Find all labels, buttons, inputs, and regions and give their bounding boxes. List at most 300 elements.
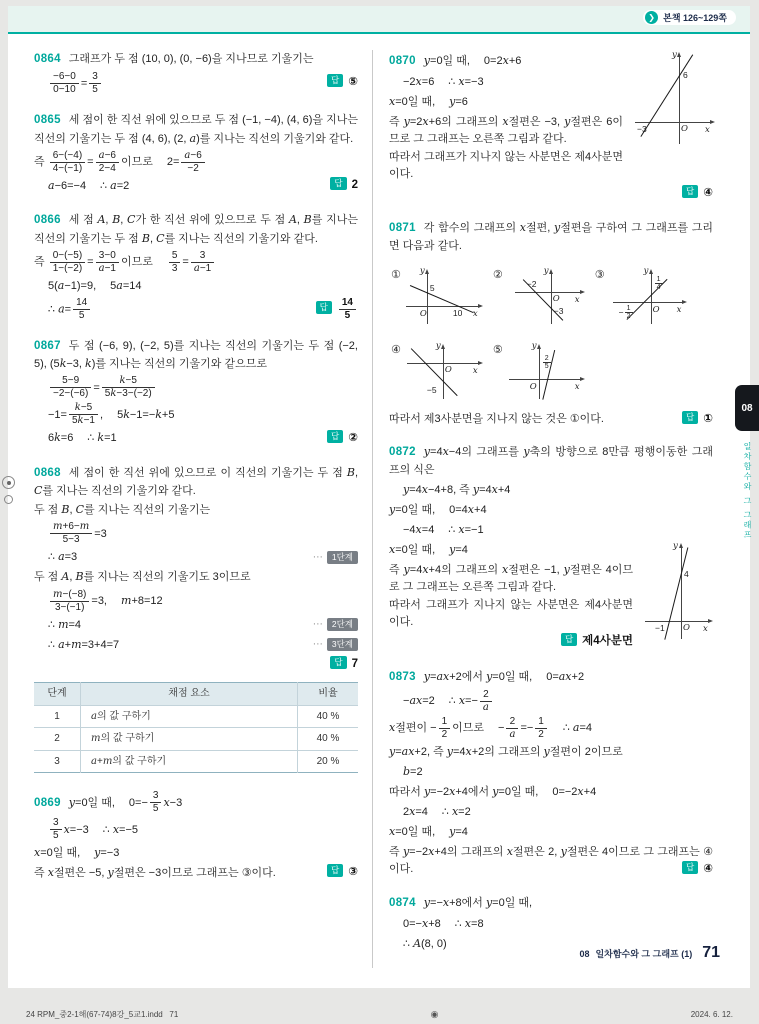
math-var: k <box>85 357 92 371</box>
math-var: O <box>529 381 537 392</box>
math-var: a <box>58 550 65 564</box>
graph-axis <box>551 273 552 324</box>
fraction <box>535 716 547 741</box>
math-line <box>389 93 623 111</box>
math-line <box>389 783 713 801</box>
math-run: 0870 y=0일 때, 0=2x+6 <box>389 54 522 67</box>
answer-badge: 답 <box>316 301 332 314</box>
solution-text <box>34 211 358 248</box>
math-var: y <box>449 542 456 556</box>
fraction-denominator: 5k−1 <box>71 415 95 427</box>
table-header: 단계 <box>47 688 67 700</box>
math-line <box>389 668 713 687</box>
answer-value <box>337 296 358 321</box>
math-line <box>34 402 358 427</box>
graph-item <box>595 265 687 330</box>
math-var: y <box>403 114 410 128</box>
fraction <box>50 250 85 275</box>
math-var: ax <box>558 669 572 683</box>
graph-label <box>473 309 478 319</box>
math-var: y <box>68 795 76 809</box>
answer-value: ④ <box>703 187 713 200</box>
fraction <box>191 250 214 275</box>
solution-text <box>34 464 358 501</box>
fraction-denominator: 5 <box>92 83 98 95</box>
text-run: 따라서 그래프가 지나지 않는 사분면은 제4사분면이다. <box>389 151 623 181</box>
math-var: C <box>34 484 43 498</box>
math-var: O <box>552 293 560 304</box>
math-run: 6k=6 ∴ k=1 <box>48 431 117 445</box>
math-run: 5(a−1)=9, 5a=14 <box>48 278 142 292</box>
table-cell: m의 값 구하기 <box>81 728 298 751</box>
math-run: −2x=6 ∴ x=−3 <box>403 74 484 88</box>
fraction-denominator <box>506 729 518 741</box>
math-var: C <box>156 231 165 245</box>
fraction <box>50 71 79 96</box>
fraction-denominator: 5k−3−(−2) <box>104 388 152 400</box>
graph-label: −2 <box>526 278 537 289</box>
math-var: y <box>403 482 410 496</box>
math-var: x <box>415 522 422 536</box>
answer-badge: 답 <box>682 185 698 198</box>
graph-axis <box>427 273 428 324</box>
page-number: 71 <box>702 944 720 961</box>
page-header <box>8 6 750 34</box>
graph-label <box>420 309 427 319</box>
math-var: x <box>506 844 513 858</box>
fraction-numerator: 1 <box>626 304 631 312</box>
math-line <box>34 790 358 815</box>
graph-item <box>391 340 483 405</box>
math-var: k <box>123 407 130 421</box>
math-line <box>389 541 633 559</box>
graph-axis-arrow <box>549 269 553 274</box>
fraction-numerator: 6−(−4) <box>50 150 85 163</box>
fraction-denominator: 4−(−1) <box>52 162 83 174</box>
math-var: y <box>389 502 396 516</box>
math-var: x <box>451 804 459 818</box>
grading-table <box>34 682 358 773</box>
graph-label: − $\frac{1}{2}$ <box>618 304 631 321</box>
math-var: k <box>97 431 105 445</box>
answer <box>682 411 713 429</box>
fraction-numerator: 3 <box>89 71 101 84</box>
solution-text <box>389 219 713 255</box>
math-var: b <box>403 764 411 778</box>
math-var: x <box>422 114 429 128</box>
graph-axis <box>509 379 581 380</box>
answer-badge: 답 <box>327 864 343 877</box>
table-cell: 40 % <box>298 705 359 728</box>
problem-number: 0864 <box>34 53 61 65</box>
graph-figure <box>633 52 713 152</box>
math-line <box>34 636 358 654</box>
answer-badge: 답 <box>330 177 346 190</box>
fraction <box>506 716 518 741</box>
math-line <box>34 844 358 862</box>
graph-figure <box>403 340 483 405</box>
step-badge: 3단계 <box>327 638 358 651</box>
math-var: x <box>415 74 422 88</box>
graph-axis <box>613 302 683 303</box>
graph-figure <box>505 340 585 405</box>
math-line <box>34 616 358 634</box>
print-date: 2024. 6. 12. <box>690 1010 733 1019</box>
graph-figure <box>505 265 585 330</box>
solution-text <box>34 864 358 882</box>
fraction-numerator: 3 <box>150 790 162 803</box>
fraction-denominator: 0−10 <box>53 83 76 95</box>
math-var: O <box>419 308 427 319</box>
math-run: 0=−x+8 ∴ x=8 <box>403 916 484 930</box>
graph-axis-arrow <box>679 543 683 548</box>
math-var: y <box>531 340 537 351</box>
math-var: y <box>435 340 441 351</box>
fraction-numerator: 5 <box>169 250 181 263</box>
problem-number: 0866 <box>34 213 61 226</box>
print-file-info: 24 RPM_중2-1해(67-74)8강_5교1.indd 71 <box>26 1010 179 1019</box>
math-line <box>389 763 713 781</box>
graph-label <box>673 541 678 551</box>
fraction <box>96 150 119 175</box>
table-header-row <box>34 683 358 706</box>
text-run: 세 점이 한 직선 위에 있으므로 이 직선의 기울기는 두 점 B, C를 지나는 직선의 기울기와 같다. <box>34 465 358 498</box>
graph-label <box>575 382 580 392</box>
table-cell: 20 % <box>298 750 359 773</box>
math-var: y <box>107 866 114 880</box>
answer-line <box>34 656 358 674</box>
math-var: O <box>683 622 690 633</box>
math-run: $\frac{3}{5}$ x=−3 ∴ x=−5 <box>48 824 138 836</box>
problem-number: 0871 <box>389 221 416 234</box>
graph-label: −3 <box>553 305 564 316</box>
answer <box>327 74 358 92</box>
graph-axis <box>679 56 680 144</box>
math-var: x <box>163 795 170 809</box>
fraction-denominator: 1−(−2) <box>52 262 83 274</box>
solution-text <box>389 843 713 878</box>
graph-item <box>493 340 585 405</box>
answer-value: 2 <box>351 178 358 191</box>
graph-axis-arrow <box>478 304 483 308</box>
math-var: B <box>141 231 150 245</box>
math-run: $\frac{m+6-m}{5-3}$ =3 <box>48 528 107 540</box>
math-line <box>389 73 623 91</box>
step-indicator <box>313 617 358 633</box>
math-line <box>389 915 713 933</box>
math-var: y <box>389 744 396 758</box>
answer-badge: 답 <box>327 74 343 87</box>
math-var: x <box>458 522 465 536</box>
math-var: y <box>543 744 550 758</box>
graph-axis <box>406 306 479 307</box>
graph-label: 6 <box>683 70 688 80</box>
math-var: x <box>389 824 396 838</box>
math-var: y <box>523 444 530 458</box>
problem-0867 <box>34 337 358 450</box>
left-column <box>34 50 372 968</box>
content-columns <box>8 34 753 968</box>
math-line <box>34 375 358 400</box>
graph-float <box>643 540 713 647</box>
math-run: −1= $\frac{k-5}{5k-1}$ , 5k−1=−k+5 <box>48 402 175 427</box>
fraction <box>625 305 633 321</box>
math-var: k <box>54 431 61 445</box>
problem-0873 <box>389 666 713 879</box>
math-var: y <box>643 265 649 276</box>
step-indicator <box>313 637 358 653</box>
table-cell: 3 <box>54 755 60 767</box>
graph-label <box>644 266 649 276</box>
graph-axis-arrow <box>580 377 585 381</box>
graph-label <box>530 382 537 392</box>
fraction-numerator: 2 <box>480 689 492 702</box>
answer-value: 7 <box>351 657 358 670</box>
fraction-denominator: −2−(−6) <box>53 388 89 400</box>
graph-item <box>391 265 483 330</box>
math-var: m <box>58 617 69 631</box>
math-var: C <box>127 212 136 226</box>
graph-row <box>389 340 713 405</box>
fraction <box>69 402 98 427</box>
math-run: 0873 y=ax+2에서 y=0일 때, 0=ax+2 <box>389 669 585 683</box>
math-var: k <box>155 407 162 421</box>
graph-axis-arrow <box>441 344 445 349</box>
answer-value: ① <box>703 412 713 425</box>
math-line <box>34 297 358 322</box>
solution-text <box>389 443 713 479</box>
graph-figure <box>403 265 483 330</box>
problem-0870 <box>389 50 713 205</box>
math-var: x <box>676 304 682 315</box>
table-cell: 2 <box>54 733 60 745</box>
fraction-numerator: k−5 <box>69 402 98 415</box>
math-run: x=0일 때, y=4 <box>389 542 468 556</box>
fraction <box>50 521 92 546</box>
math-var: y <box>543 265 549 276</box>
answer-badge: 답 <box>682 411 698 424</box>
chapter-number: 08 <box>579 949 590 959</box>
math-run: $\frac{5-9}{-2-(-6)}$ = $\frac{k-5}{5k-3-(-2)}$ <box>48 382 157 394</box>
math-run: x=0일 때, y=6 <box>389 94 468 108</box>
math-var: x <box>467 502 475 516</box>
math-var: x <box>491 482 498 496</box>
graph-label <box>473 366 478 376</box>
math-var: y <box>446 744 453 758</box>
chapter-title: 일차함수와 그 그래프 (1) <box>595 949 693 959</box>
answer <box>316 297 358 322</box>
math-var: x <box>458 694 466 708</box>
fraction <box>480 689 492 714</box>
math-var: ax <box>436 669 450 683</box>
math-var: B <box>346 465 355 479</box>
ellipsis: ⋯ <box>312 618 323 630</box>
graph-axis-arrow <box>478 361 483 365</box>
fraction-numerator: 2 <box>506 716 518 729</box>
text-run: 따라서 제3사분면을 지나지 않는 것은 ①이다. <box>389 412 604 425</box>
math-run: x절편이 − $\frac{1}{2}$ 이므로 − $\frac{2}{a}$ =− $\frac{1}{2}$ ∴ a=4 <box>389 715 593 740</box>
problem-0869 <box>34 788 358 883</box>
math-var: y <box>423 54 431 67</box>
math-line <box>389 521 713 539</box>
math-var: x <box>421 482 428 496</box>
fraction <box>339 297 356 322</box>
math-var: a <box>58 302 65 316</box>
fraction-denominator: 3−(−1) <box>54 601 85 613</box>
chapter-side-label: 일차함수와 그 그래프 <box>743 442 752 541</box>
math-var: x <box>464 916 472 930</box>
registration-mark <box>2 476 15 489</box>
graph-axis <box>635 122 711 123</box>
graph-figure <box>607 265 687 330</box>
problem-0871 <box>389 218 713 429</box>
math-line <box>34 71 358 96</box>
text-run: 즉 y=4x+4의 그래프의 x절편은 −1, y절편은 4이므로 그 그래프는 오른쪽 그림과 같다. <box>389 562 633 593</box>
answer-value: ④ <box>703 862 713 875</box>
math-var: y <box>553 220 561 234</box>
math-run: x=0일 때, y=−3 <box>34 846 120 860</box>
math-var: x <box>389 721 396 735</box>
text-run: 각 함수의 그래프의 x절편, y절편을 구하여 그 그래프를 그리면 다음과 같다. <box>389 220 713 252</box>
graph-figure <box>643 540 713 647</box>
fraction <box>73 297 90 322</box>
math-var: a <box>509 728 516 740</box>
graph-label <box>445 365 452 375</box>
problem-number: 0874 <box>389 897 416 909</box>
answer <box>561 635 633 647</box>
text-run: 그래프가 두 점 (10, 0), (0, −6)을 지나므로 기울기는 <box>68 53 314 65</box>
math-var: m <box>53 521 63 533</box>
text-run: 두 점 (−6, 9), (−2, 5)를 지나는 직선의 기울기는 두 점 (−2, 5), (5k−3, k)를 지나는 직선의 기울기와 같으므로 <box>34 339 358 371</box>
math-var: m <box>91 733 101 745</box>
fraction-numerator: m−(−8) <box>50 589 89 602</box>
answer <box>327 430 358 448</box>
text-run: y=4x−4의 그래프를 y축의 방향으로 8만큼 평행이동한 그래프의 식은 <box>389 444 713 476</box>
fraction-denominator: 4 <box>656 284 661 292</box>
table-row <box>34 705 358 728</box>
graph-label <box>672 50 677 60</box>
math-var: m <box>79 521 90 533</box>
fraction <box>50 375 91 400</box>
fraction-numerator: 3−0 <box>96 250 119 263</box>
fraction-denominator: 5 <box>78 309 85 321</box>
math-var: y <box>423 784 431 798</box>
fraction <box>50 150 85 175</box>
fraction <box>102 375 155 400</box>
fraction-numerator: −6−0 <box>50 71 79 84</box>
fraction-denominator: 2 <box>441 728 448 740</box>
problem-0866 <box>34 210 358 324</box>
graph-item <box>493 265 585 330</box>
table-header: 채점 요소 <box>81 683 298 706</box>
math-line <box>34 250 358 275</box>
fraction-denominator: 3 <box>171 262 178 274</box>
math-var: x <box>34 846 41 860</box>
math-var: A <box>413 936 422 950</box>
math-line <box>34 817 358 842</box>
text-run: 즉 y=−2x+4의 그래프의 x절편은 2, y절편은 4이므로 그 그래프는 ④이다. <box>389 844 713 875</box>
math-line <box>34 589 358 614</box>
math-var: y <box>472 482 480 496</box>
math-var: x <box>577 784 584 798</box>
math-var: O <box>681 124 688 134</box>
graph-label: 4 <box>684 568 689 579</box>
math-var: m <box>102 755 113 767</box>
graph-label <box>436 341 441 351</box>
text-run: 두 점 A, B를 지나는 직선의 기울기도 3이므로 <box>34 570 251 584</box>
answer <box>682 187 713 199</box>
answer-badge: 답 <box>682 861 698 874</box>
problem-0872 <box>389 442 713 653</box>
fraction-denominator: 5 <box>344 309 351 321</box>
graph-label <box>532 341 537 351</box>
fraction-numerator: 1 <box>656 275 661 283</box>
fraction <box>50 817 62 842</box>
problem-number: 0870 <box>389 55 416 67</box>
graph-axis-arrow <box>580 290 585 294</box>
problem-number: 0869 <box>34 796 61 809</box>
solution-text <box>34 112 358 148</box>
fraction <box>655 276 663 292</box>
graph-number: ⑤ <box>492 343 503 356</box>
math-var: m <box>121 593 132 607</box>
page-reference-badge <box>643 10 736 25</box>
math-var: k <box>110 388 117 400</box>
math-run: 즉 $\frac{6-(-4)}{4-(-1)}$ = $\frac{a-6}{2-4}$ 이므로 2= $\frac{a-6}{-2}$ <box>34 156 207 168</box>
answer-value: ⑤ <box>348 76 358 89</box>
math-var: y <box>94 846 101 860</box>
fraction-numerator: 1 <box>439 716 451 729</box>
chapter-side-tab-number: 08 <box>741 402 753 414</box>
math-var: a <box>91 710 97 722</box>
math-line <box>389 481 713 499</box>
math-var: x <box>389 94 396 108</box>
answer <box>327 864 358 882</box>
math-var: x <box>502 54 509 67</box>
math-run: $\frac{-6-0}{0-10}$ = $\frac{3}{5}$ <box>48 71 103 96</box>
math-line <box>34 548 358 566</box>
solution-text <box>389 411 713 428</box>
math-line <box>389 501 713 519</box>
graph-axis-arrow <box>708 619 713 623</box>
math-run: −ax=2 ∴ x=− $\frac{2}{a}$ <box>403 695 494 707</box>
graph-label <box>420 266 425 276</box>
math-var: m <box>71 637 82 651</box>
graph-label <box>705 125 710 135</box>
print-footer <box>0 1009 759 1020</box>
math-line <box>34 429 358 447</box>
graph-number: ② <box>492 268 503 281</box>
text-run: 즉 y=2x+6의 그래프의 x절편은 −3, y절편은 6이므로 그 그래프는 오른쪽 그림과 같다. <box>389 114 623 145</box>
math-var: x <box>422 562 429 576</box>
math-line <box>34 521 358 546</box>
graph-label: −5 <box>426 384 437 395</box>
math-run: ∴ m=4 <box>48 617 82 631</box>
ellipsis: ⋯ <box>312 551 323 563</box>
math-run: 2x=4 ∴ x=2 <box>403 804 471 818</box>
graph-axis-arrow <box>537 344 541 349</box>
fraction <box>89 71 101 96</box>
answer-value: ② <box>348 431 358 444</box>
fraction <box>181 150 204 175</box>
text-run: 두 점 B, C를 지나는 직선의 기울기는 <box>34 503 211 517</box>
table-cell: a의 값 구하기 <box>81 705 298 728</box>
graph-label <box>575 295 580 305</box>
math-var: x <box>472 308 478 319</box>
math-var: y <box>492 784 499 798</box>
chapter-side-tab <box>735 385 759 431</box>
document-page <box>8 6 753 988</box>
